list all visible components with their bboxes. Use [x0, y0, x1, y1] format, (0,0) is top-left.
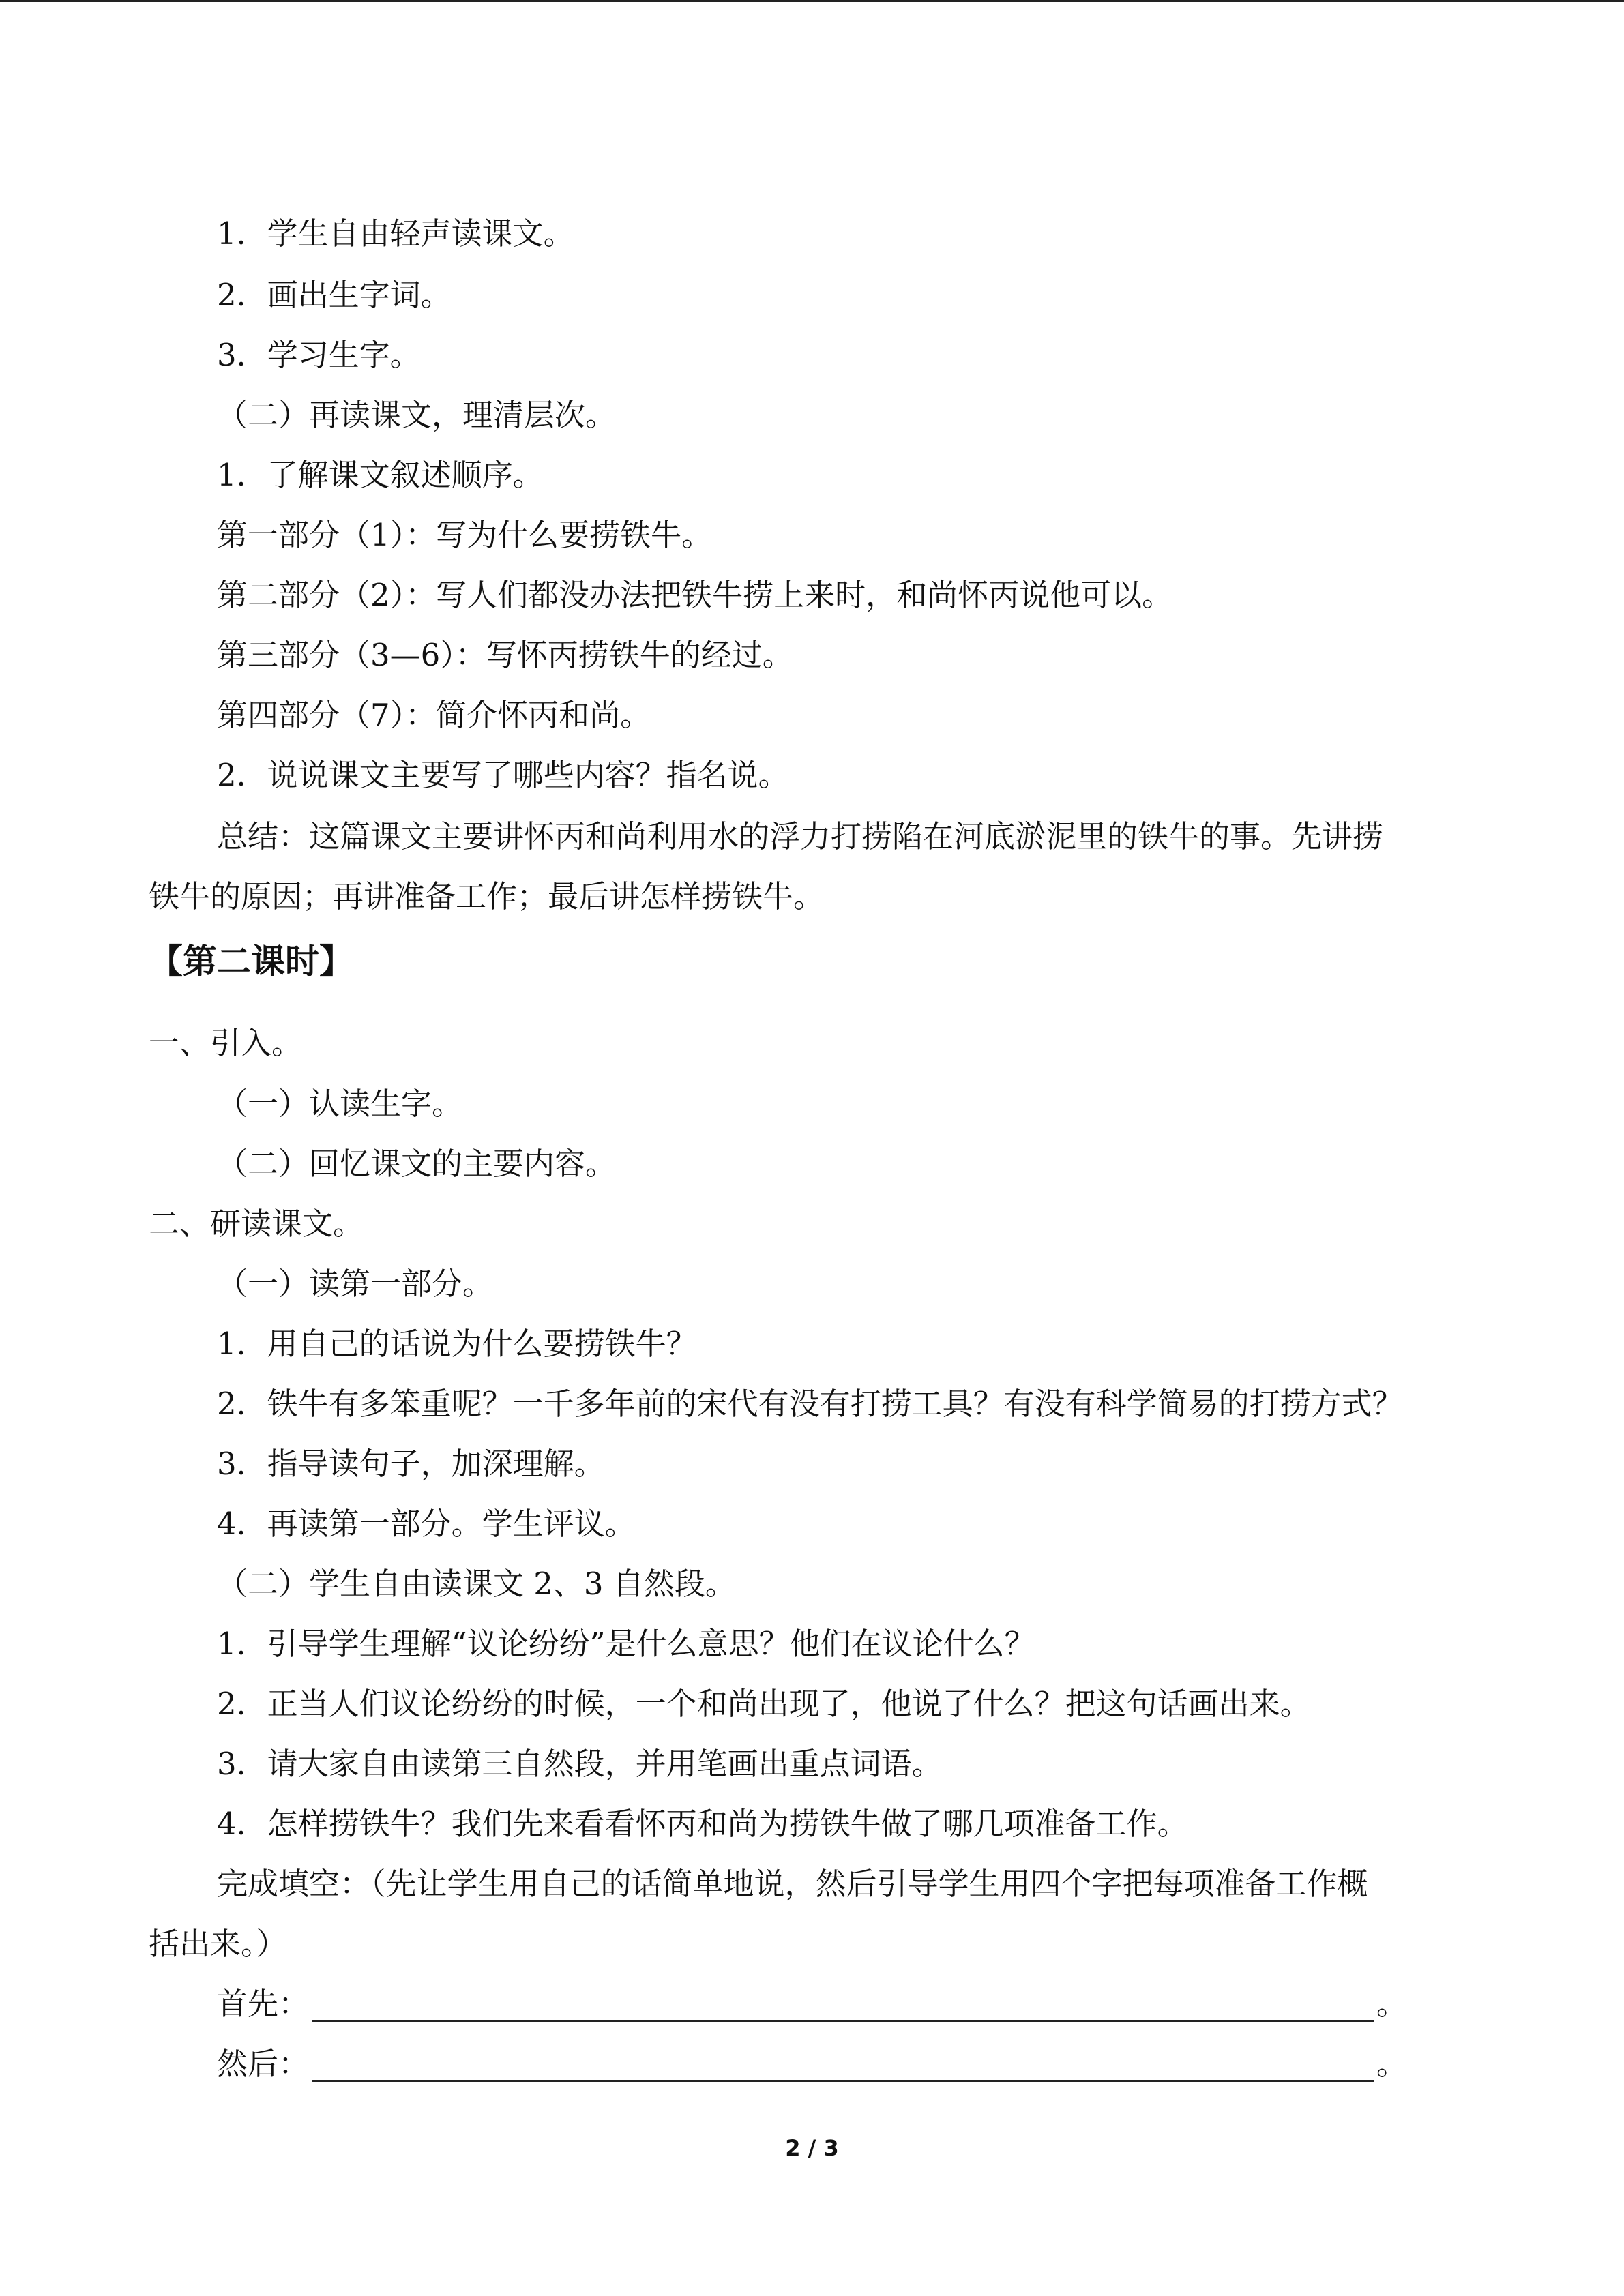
fill-then-end: 。 [1376, 2046, 1408, 2082]
text-line: 2．画出生字词。 [217, 277, 452, 313]
text-line: 一、引入。 [149, 1025, 303, 1061]
text-line: 括出来。） [149, 1926, 287, 1962]
text-line: 2．正当人们议论纷纷的时候，一个和尚出现了，他说了什么？把这句话画出来。 [217, 1686, 1311, 1722]
fill-first-end: 。 [1376, 1986, 1408, 2022]
text-line: （一）认读生字。 [217, 1086, 463, 1122]
text-line: 3．请大家自由读第三自然段，并用笔画出重点词语。 [217, 1746, 943, 1782]
text-line: （二）再读课文，理清层次。 [217, 397, 617, 433]
text-line: 二、研读课文。 [149, 1206, 364, 1242]
text-line: 第四部分（7）：简介怀丙和尚。 [217, 697, 651, 733]
section-heading: 【第二课时】 [149, 942, 353, 981]
text-line: 完成填空：（先让学生用自己的话简单地说，然后引导学生用四个字把每项准备工作概 [217, 1866, 1368, 1902]
text-line: 第三部分（3—6）：写怀丙捞铁牛的经过。 [217, 637, 793, 673]
text-line: 4．再读第一部分。学生评议。 [217, 1506, 636, 1542]
text-line: 总结：这篇课文主要讲怀丙和尚利用水的浮力打捞陷在河底淤泥里的铁牛的事。先讲捞 [217, 818, 1384, 854]
text-line: （二）学生自由读课文 2、3 自然段。 [217, 1566, 736, 1602]
text-line: 1．用自己的话说为什么要捞铁牛？ [217, 1326, 697, 1362]
text-line: 1．引导学生理解“议论纷纷”是什么意思？他们在议论什么？ [217, 1626, 1035, 1662]
page-top-border [0, 0, 1624, 2]
text-line: 2．铁牛有多笨重呢？一千多年前的宋代有没有打捞工具？有没有科学简易的打捞方式？ [217, 1386, 1403, 1422]
fill-then-label: 然后： [217, 2046, 310, 2082]
text-line: （一）读第一部分。 [217, 1266, 494, 1302]
text-line: 4．怎样捞铁牛？我们先来看看怀丙和尚为捞铁牛做了哪几项准备工作。 [217, 1806, 1188, 1842]
text-line: 3．指导读句子，加深理解。 [217, 1446, 605, 1482]
text-line: 3．学习生字。 [217, 337, 421, 373]
fill-then-blank[interactable] [312, 2080, 1374, 2082]
text-line: 1．了解课文叙述顺序。 [217, 457, 544, 493]
text-line: （二）回忆课文的主要内容。 [217, 1146, 617, 1182]
text-line: 1．学生自由轻声读课文。 [217, 215, 574, 252]
text-line: 第一部分（1）：写为什么要捞铁牛。 [217, 517, 713, 553]
page-number: 2 / 3 [785, 2135, 839, 2161]
text-line: 铁牛的原因；再讲准备工作；最后讲怎样捞铁牛。 [149, 878, 825, 914]
fill-first-label: 首先： [217, 1986, 310, 2022]
fill-first-blank[interactable] [312, 2020, 1374, 2022]
text-line: 2．说说课文主要写了哪些内容？指名说。 [217, 757, 789, 793]
text-line: 第二部分（2）：写人们都没办法把铁牛捞上来时，和尚怀丙说他可以。 [217, 577, 1173, 613]
